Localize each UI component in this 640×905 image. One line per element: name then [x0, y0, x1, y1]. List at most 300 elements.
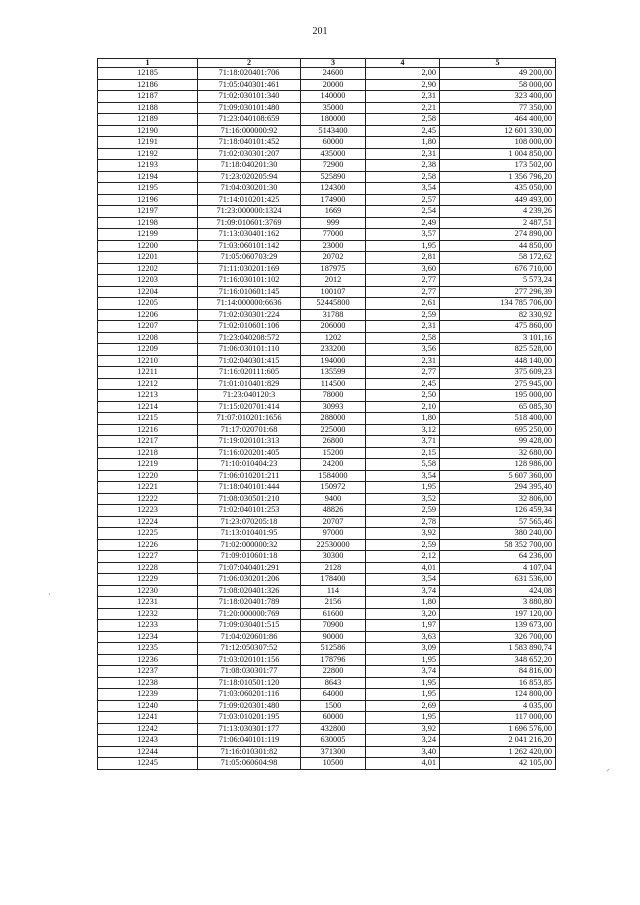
amount-value: 4 107,04: [440, 562, 556, 574]
cadastral-number: 71:06:040101:119: [198, 735, 301, 747]
row-number: 12192: [98, 148, 198, 160]
coefficient-value: 1,95: [366, 654, 440, 666]
cadastral-number: 71:04:020601:86: [198, 631, 301, 643]
cadastral-number: 71:02:030301:224: [198, 309, 301, 321]
cadastral-number: 71:16:000000:92: [198, 125, 301, 137]
cadastral-number: 71:06:030201:206: [198, 574, 301, 586]
table-row: [98, 206, 556, 218]
cadastral-number: 71:07:040401:291: [198, 562, 301, 574]
cadastral-number: 71:05:060604:98: [198, 758, 301, 770]
area-value: 174900: [301, 194, 366, 206]
row-number: 12215: [98, 413, 198, 425]
row-number: 12213: [98, 390, 198, 402]
coefficient-value: 3,56: [366, 344, 440, 356]
table-row: [98, 654, 556, 666]
coefficient-value: 3,54: [366, 470, 440, 482]
coefficient-value: 1,95: [366, 677, 440, 689]
coefficient-value: 2,12: [366, 551, 440, 563]
column-header-5: 5: [440, 59, 556, 68]
row-number: 12236: [98, 654, 198, 666]
margin-mark: ·: [48, 590, 51, 599]
table-row: [98, 171, 556, 183]
row-number: 12197: [98, 206, 198, 218]
table-row: [98, 321, 556, 333]
area-value: 432800: [301, 723, 366, 735]
coefficient-value: 2,58: [366, 171, 440, 183]
coefficient-value: 2,77: [366, 367, 440, 379]
coefficient-value: 3,52: [366, 493, 440, 505]
amount-value: 77 350,00: [440, 102, 556, 114]
row-number: 12245: [98, 758, 198, 770]
area-value: 52445800: [301, 298, 366, 310]
cadastral-number: 71:02:010601:106: [198, 321, 301, 333]
amount-value: 275 945,00: [440, 378, 556, 390]
cadastral-number: 71:16:020111:605: [198, 367, 301, 379]
area-value: 31788: [301, 309, 366, 321]
table-row: [98, 183, 556, 195]
table-row: [98, 562, 556, 574]
cadastral-number: 71:08:030301:77: [198, 666, 301, 678]
coefficient-value: 3,24: [366, 735, 440, 747]
row-number: 12230: [98, 585, 198, 597]
row-number: 12222: [98, 493, 198, 505]
coefficient-value: 3,40: [366, 746, 440, 758]
amount-value: 32 806,00: [440, 493, 556, 505]
row-number: 12198: [98, 217, 198, 229]
row-number: 12194: [98, 171, 198, 183]
amount-value: 449 493,00: [440, 194, 556, 206]
area-value: 178796: [301, 654, 366, 666]
amount-value: 32 680,00: [440, 447, 556, 459]
area-value: 24600: [301, 68, 366, 80]
amount-value: 58 172,62: [440, 252, 556, 264]
cadastral-number: 71:03:010201:195: [198, 712, 301, 724]
area-value: 1584000: [301, 470, 366, 482]
table-row: [98, 68, 556, 80]
area-value: 70900: [301, 620, 366, 632]
coefficient-value: 2,45: [366, 378, 440, 390]
amount-value: 124 800,00: [440, 689, 556, 701]
table-row: [98, 436, 556, 448]
cadastral-number: 71:20:000000:769: [198, 608, 301, 620]
area-value: 225000: [301, 424, 366, 436]
cadastral-number: 71:02:040301:415: [198, 355, 301, 367]
amount-value: 128 986,00: [440, 459, 556, 471]
amount-value: 825 528,00: [440, 344, 556, 356]
row-number: 12209: [98, 344, 198, 356]
coefficient-value: 2,50: [366, 390, 440, 402]
coefficient-value: 1,97: [366, 620, 440, 632]
coefficient-value: 4,01: [366, 758, 440, 770]
area-value: 61600: [301, 608, 366, 620]
cadastral-number: 71:16:010601:145: [198, 286, 301, 298]
cadastral-number: 71:09:020301:480: [198, 700, 301, 712]
cadastral-number: 71:18:040101:452: [198, 137, 301, 149]
table-row: [98, 91, 556, 103]
area-value: 60000: [301, 137, 366, 149]
amount-value: 2 487,51: [440, 217, 556, 229]
area-value: 2156: [301, 597, 366, 609]
area-value: 187975: [301, 263, 366, 275]
coefficient-value: 3,71: [366, 436, 440, 448]
table-row: [98, 608, 556, 620]
area-value: 140000: [301, 91, 366, 103]
table-row: [98, 574, 556, 586]
table-row: [98, 700, 556, 712]
cadastral-number: 71:09:030401:515: [198, 620, 301, 632]
cadastral-number: 71:10:010404:23: [198, 459, 301, 471]
area-value: 114500: [301, 378, 366, 390]
table-row: [98, 148, 556, 160]
table-row: [98, 539, 556, 551]
area-value: 9400: [301, 493, 366, 505]
coefficient-value: 3,57: [366, 229, 440, 241]
table-row: [98, 125, 556, 137]
row-number: 12200: [98, 240, 198, 252]
table-row: [98, 355, 556, 367]
amount-value: 631 536,00: [440, 574, 556, 586]
coefficient-value: 2,31: [366, 355, 440, 367]
table-row: [98, 286, 556, 298]
cadastral-number: 71:14:010201:425: [198, 194, 301, 206]
cadastral-number: 71:09:010601:18: [198, 551, 301, 563]
row-number: 12219: [98, 459, 198, 471]
amount-value: 695 250,00: [440, 424, 556, 436]
area-value: 72900: [301, 160, 366, 172]
table-row: [98, 470, 556, 482]
amount-value: 3 880,80: [440, 597, 556, 609]
row-number: 12189: [98, 114, 198, 126]
cadastral-number: 71:06:030101:110: [198, 344, 301, 356]
amount-value: 16 853,85: [440, 677, 556, 689]
row-number: 12205: [98, 298, 198, 310]
table-row: [98, 620, 556, 632]
cadastral-number: 71:09:010601:3769: [198, 217, 301, 229]
cadastral-number: 71:01:010401:829: [198, 378, 301, 390]
area-value: 78000: [301, 390, 366, 402]
table-row: [98, 677, 556, 689]
coefficient-value: 1,95: [366, 240, 440, 252]
amount-value: 294 395,40: [440, 482, 556, 494]
area-value: 23000: [301, 240, 366, 252]
coefficient-value: 3,74: [366, 666, 440, 678]
area-value: 48826: [301, 505, 366, 517]
amount-value: 64 236,00: [440, 551, 556, 563]
row-number: 12244: [98, 746, 198, 758]
row-number: 12208: [98, 332, 198, 344]
cadastral-number: 71:02:040101:253: [198, 505, 301, 517]
row-number: 12228: [98, 562, 198, 574]
area-value: 20000: [301, 79, 366, 91]
coefficient-value: 2,38: [366, 160, 440, 172]
amount-value: 126 459,34: [440, 505, 556, 517]
amount-value: 5 607 360,00: [440, 470, 556, 482]
row-number: 12238: [98, 677, 198, 689]
coefficient-value: 2,78: [366, 516, 440, 528]
header-row: [98, 59, 556, 68]
cadastral-number: 71:16:030101:102: [198, 275, 301, 287]
area-value: 97000: [301, 528, 366, 540]
row-number: 12195: [98, 183, 198, 195]
area-value: 512586: [301, 643, 366, 655]
row-number: 12235: [98, 643, 198, 655]
coefficient-value: 2,59: [366, 539, 440, 551]
row-number: 12204: [98, 286, 198, 298]
table-row: [98, 344, 556, 356]
area-value: 5143400: [301, 125, 366, 137]
area-value: 64000: [301, 689, 366, 701]
area-value: 1500: [301, 700, 366, 712]
coefficient-value: 1,80: [366, 137, 440, 149]
cadastral-number: 71:18:040201:30: [198, 160, 301, 172]
amount-value: 380 240,00: [440, 528, 556, 540]
coefficient-value: 2,10: [366, 401, 440, 413]
row-number: 12243: [98, 735, 198, 747]
amount-value: 195 000,00: [440, 390, 556, 402]
coefficient-value: 2,59: [366, 309, 440, 321]
table-row: [98, 332, 556, 344]
area-value: 26800: [301, 436, 366, 448]
coefficient-value: 2,58: [366, 114, 440, 126]
coefficient-value: 3,63: [366, 631, 440, 643]
coefficient-value: 2,31: [366, 91, 440, 103]
row-number: 12229: [98, 574, 198, 586]
row-number: 12221: [98, 482, 198, 494]
cadastral-number: 71:18:010501:120: [198, 677, 301, 689]
area-value: 22530000: [301, 539, 366, 551]
cadastral-number: 71:11:030201:169: [198, 263, 301, 275]
area-value: 288000: [301, 413, 366, 425]
row-number: 12193: [98, 160, 198, 172]
cadastral-number: 71:14:000000:6636: [198, 298, 301, 310]
amount-value: 4 035,00: [440, 700, 556, 712]
table-row: [98, 459, 556, 471]
row-number: 12225: [98, 528, 198, 540]
amount-value: 475 860,00: [440, 321, 556, 333]
area-value: 178400: [301, 574, 366, 586]
cadastral-number: 71:23:000000:1324: [198, 206, 301, 218]
table-row: [98, 217, 556, 229]
row-number: 12216: [98, 424, 198, 436]
row-number: 12234: [98, 631, 198, 643]
coefficient-value: 2,90: [366, 79, 440, 91]
amount-value: 435 050,00: [440, 183, 556, 195]
column-header-4: 4: [366, 59, 440, 68]
row-number: 12207: [98, 321, 198, 333]
row-number: 12231: [98, 597, 198, 609]
cadastral-number: 71:08:020401:326: [198, 585, 301, 597]
amount-value: 3 101,16: [440, 332, 556, 344]
row-number: 12218: [98, 447, 198, 459]
amount-value: 12 601 330,00: [440, 125, 556, 137]
area-value: 2128: [301, 562, 366, 574]
area-value: 20702: [301, 252, 366, 264]
coefficient-value: 2,58: [366, 332, 440, 344]
cadastral-number: 71:23:020205:94: [198, 171, 301, 183]
area-value: 15200: [301, 447, 366, 459]
page-number: 201: [312, 26, 328, 37]
cadastral-number: 71:13:010401:95: [198, 528, 301, 540]
row-number: 12211: [98, 367, 198, 379]
amount-value: 424,08: [440, 585, 556, 597]
table-row: [98, 413, 556, 425]
row-number: 12203: [98, 275, 198, 287]
cadastral-number: 71:06:010201:211: [198, 470, 301, 482]
coefficient-value: 3,09: [366, 643, 440, 655]
area-value: 124300: [301, 183, 366, 195]
table-row: [98, 424, 556, 436]
row-number: 12188: [98, 102, 198, 114]
cadastral-number: 71:23:040208:572: [198, 332, 301, 344]
table-row: [98, 585, 556, 597]
cadastral-number: 71:02:030101:340: [198, 91, 301, 103]
coefficient-value: 2,15: [366, 447, 440, 459]
area-value: 206000: [301, 321, 366, 333]
cadastral-number: 71:08:030501:210: [198, 493, 301, 505]
table-header: [98, 59, 556, 68]
row-number: 12210: [98, 355, 198, 367]
coefficient-value: 3,92: [366, 528, 440, 540]
area-value: 371300: [301, 746, 366, 758]
table-row: [98, 263, 556, 275]
table-row: [98, 160, 556, 172]
table-row: [98, 275, 556, 287]
amount-value: 348 652,20: [440, 654, 556, 666]
amount-value: 518 400,00: [440, 413, 556, 425]
coefficient-value: 3,54: [366, 183, 440, 195]
row-number: 12214: [98, 401, 198, 413]
amount-value: 1 004 850,00: [440, 148, 556, 160]
cadastral-number: 71:02:030301:207: [198, 148, 301, 160]
row-number: 12190: [98, 125, 198, 137]
cadastral-number: 71:07:010201:1656: [198, 413, 301, 425]
area-value: 630005: [301, 735, 366, 747]
cadastral-number: 71:12:050307:52: [198, 643, 301, 655]
area-value: 150972: [301, 482, 366, 494]
amount-value: 326 700,00: [440, 631, 556, 643]
column-header-2: 2: [198, 59, 301, 68]
table-row: [98, 137, 556, 149]
table-row: [98, 378, 556, 390]
cadastral-number: 71:16:020201:405: [198, 447, 301, 459]
row-number: 12217: [98, 436, 198, 448]
coefficient-value: 3,54: [366, 574, 440, 586]
area-value: 233200: [301, 344, 366, 356]
cadastral-number: 71:02:000000:32: [198, 539, 301, 551]
amount-value: 197 120,00: [440, 608, 556, 620]
cadastral-number: 71:04:030201:30: [198, 183, 301, 195]
coefficient-value: 2,57: [366, 194, 440, 206]
row-number: 12226: [98, 539, 198, 551]
row-number: 12227: [98, 551, 198, 563]
table-body: [98, 68, 556, 770]
column-header-3: 3: [301, 59, 366, 68]
coefficient-value: 2,59: [366, 505, 440, 517]
data-table: [97, 58, 556, 770]
amount-value: 82 330,92: [440, 309, 556, 321]
cadastral-number: 71:13:030401:162: [198, 229, 301, 241]
cadastral-number: 71:23:040108:659: [198, 114, 301, 126]
table-row: [98, 401, 556, 413]
amount-value: 323 400,00: [440, 91, 556, 103]
amount-value: 65 085,30: [440, 401, 556, 413]
coefficient-value: 4,01: [366, 562, 440, 574]
row-number: 12202: [98, 263, 198, 275]
cadastral-number: 71:16:010301:82: [198, 746, 301, 758]
coefficient-value: 3,20: [366, 608, 440, 620]
cadastral-number: 71:09:030101:480: [198, 102, 301, 114]
amount-value: 58 352 700,00: [440, 539, 556, 551]
row-number: 12191: [98, 137, 198, 149]
table-row: [98, 735, 556, 747]
row-number: 12187: [98, 91, 198, 103]
area-value: 135599: [301, 367, 366, 379]
table-row: [98, 643, 556, 655]
table-row: [98, 516, 556, 528]
table-row: [98, 309, 556, 321]
amount-value: 448 140,00: [440, 355, 556, 367]
coefficient-value: 2,77: [366, 286, 440, 298]
coefficient-value: 2,54: [366, 206, 440, 218]
row-number: 12220: [98, 470, 198, 482]
amount-value: 49 200,00: [440, 68, 556, 80]
amount-value: 274 890,00: [440, 229, 556, 241]
amount-value: 4 239,26: [440, 206, 556, 218]
table-row: [98, 493, 556, 505]
amount-value: 676 710,00: [440, 263, 556, 275]
area-value: 90000: [301, 631, 366, 643]
amount-value: 139 673,00: [440, 620, 556, 632]
amount-value: 2 041 216,20: [440, 735, 556, 747]
coefficient-value: 1,95: [366, 712, 440, 724]
table-row: [98, 114, 556, 126]
table-row: [98, 252, 556, 264]
row-number: 12241: [98, 712, 198, 724]
area-value: 30993: [301, 401, 366, 413]
table-row: [98, 723, 556, 735]
cadastral-number: 71:18:040101:444: [198, 482, 301, 494]
row-number: 12186: [98, 79, 198, 91]
table-row: [98, 712, 556, 724]
amount-value: 134 785 706,00: [440, 298, 556, 310]
row-number: 12237: [98, 666, 198, 678]
amount-value: 44 850,00: [440, 240, 556, 252]
coefficient-value: 3,60: [366, 263, 440, 275]
table-row: [98, 447, 556, 459]
coefficient-value: 2,81: [366, 252, 440, 264]
row-number: 12239: [98, 689, 198, 701]
table-row: [98, 194, 556, 206]
area-value: 20707: [301, 516, 366, 528]
coefficient-value: 2,49: [366, 217, 440, 229]
coefficient-value: 3,92: [366, 723, 440, 735]
amount-value: 117 000,00: [440, 712, 556, 724]
coefficient-value: 3,12: [366, 424, 440, 436]
coefficient-value: 1,95: [366, 482, 440, 494]
row-number: 12196: [98, 194, 198, 206]
table-row: [98, 551, 556, 563]
amount-value: 1 356 796,20: [440, 171, 556, 183]
coefficient-value: 2,77: [366, 275, 440, 287]
amount-value: 108 000,00: [440, 137, 556, 149]
row-number: 12212: [98, 378, 198, 390]
table-row: [98, 758, 556, 770]
cadastral-number: 71:03:060101:142: [198, 240, 301, 252]
table-row: [98, 79, 556, 91]
area-value: 2012: [301, 275, 366, 287]
amount-value: 99 428,00: [440, 436, 556, 448]
row-number: 12224: [98, 516, 198, 528]
